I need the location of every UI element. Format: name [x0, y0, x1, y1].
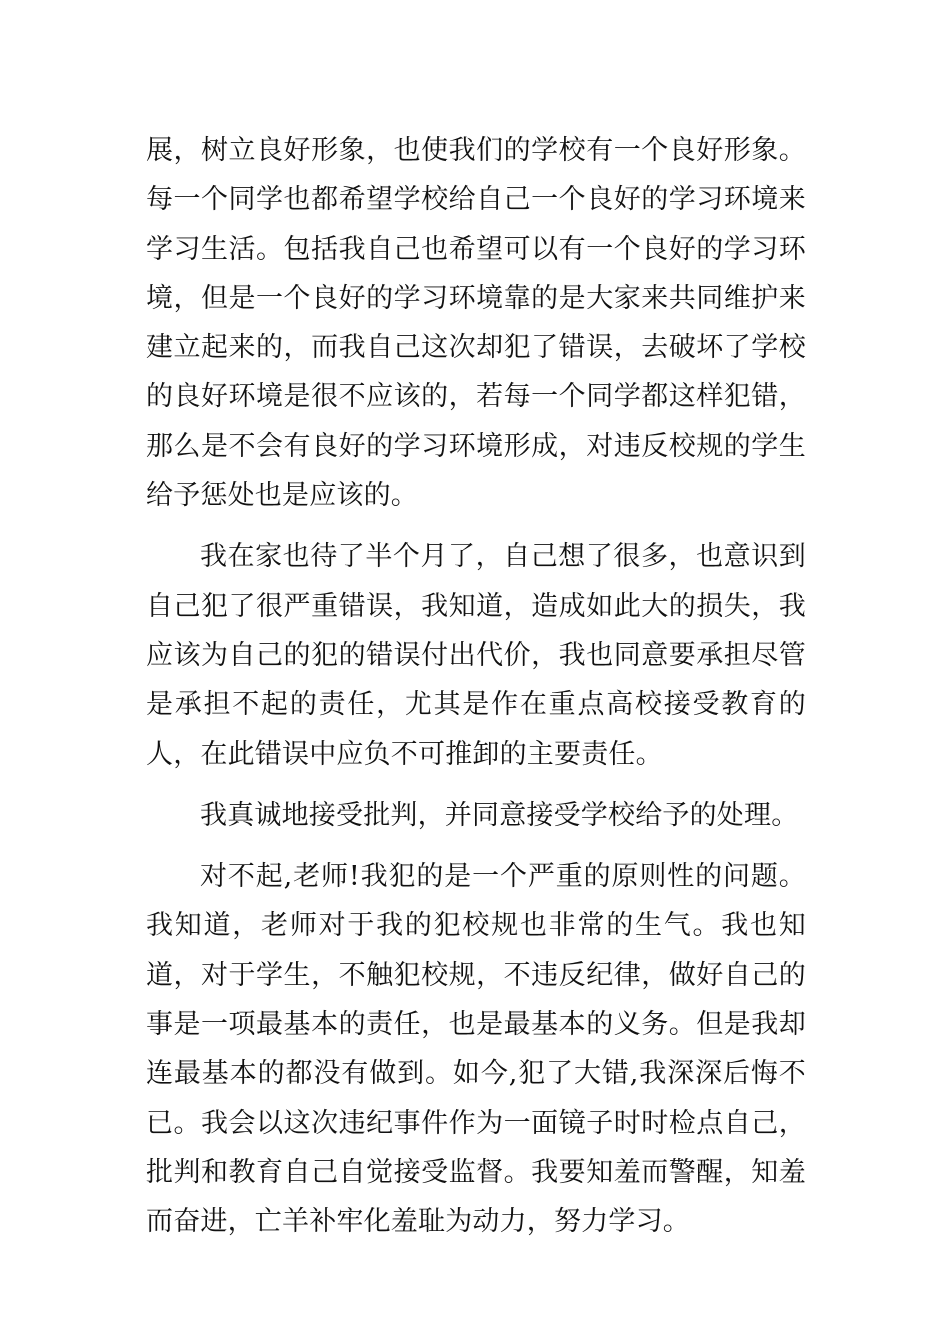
- paragraph-continuation: 展，树立良好形象，也使我们的学校有一个良好形象。每一个同学也都希望学校给自己一个良好的学习环境来学习生活。包括我自己也希望可以有一个良好的学习环境，但是一个良好的学习环境靠的是大家来共同维护来建立起来的，而我自己这次却犯了错误，去破坏了学校的良好环境是很不应该的，若每一个同学都这样犯错，那么是不会有良好的学习环境形成，对违反校规的学生给予惩处也是应该的。: [146, 135, 806, 512]
- document-body: [146, 126, 806, 1247]
- paragraph-reflection: 我在家也待了半个月了，自己想了很多，也意识到自己犯了很严重错误，我知道，造成如此大的损失，我应该为自己的犯的错误付出代价，我也同意要承担尽管是承担不起的责任，尤其是作在重点高校接受教育的人，在此错误中应负不可推卸的主要责任。: [146, 541, 806, 770]
- paragraph-acceptance: 我真诚地接受批判，并同意接受学校给予的处理。: [200, 799, 799, 831]
- paragraph-apology: 对不起,老师!我犯的是一个严重的原则性的问题。我知道，老师对于我的犯校规也非常的生气。我也知道，对于学生，不触犯校规，不违反纪律，做好自己的事是一项最基本的责任，也是最基本的义务。但是我却连最基本的都没有做到。如今,犯了大错,我深深后悔不已。我会以这次违纪事件作为一面镜子时时检点自己，批判和教育自己自觉接受监督。我要知羞而警醒，知羞而奋进，亡羊补牢化羞耻为动力，努力学习。: [146, 861, 806, 1238]
